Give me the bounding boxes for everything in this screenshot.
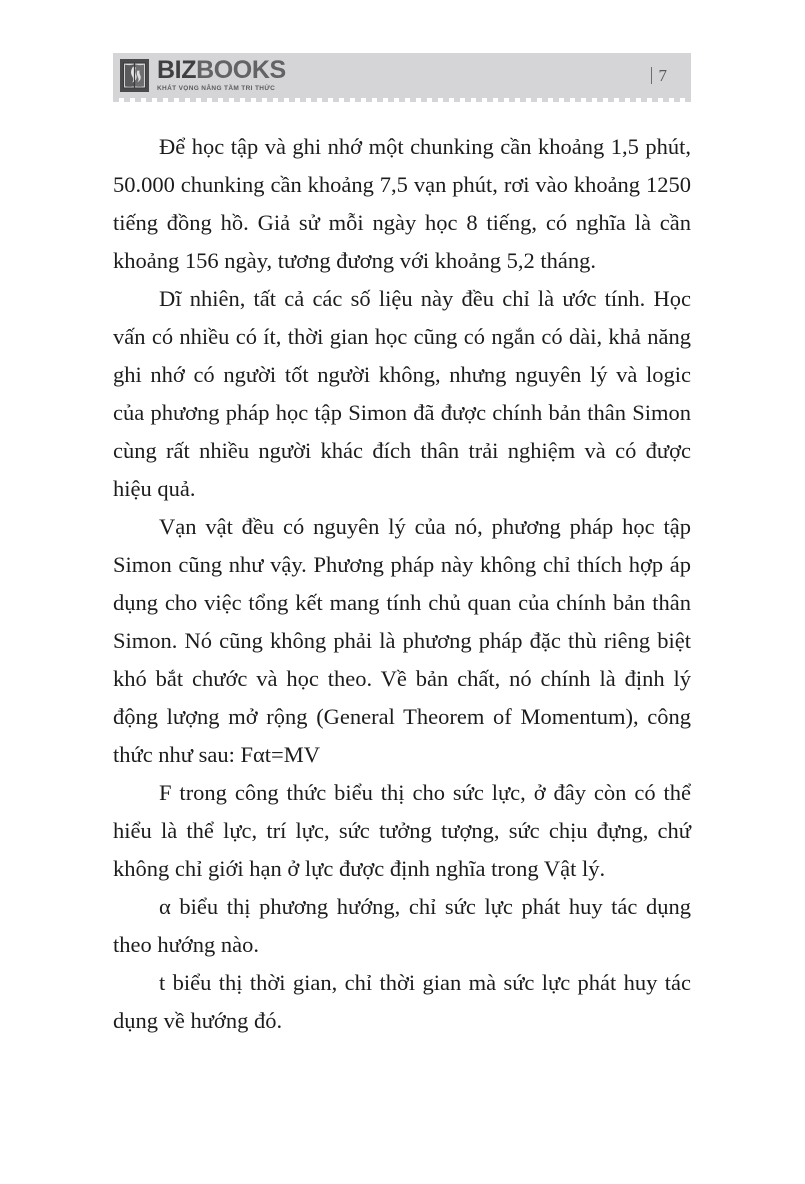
paragraph: Để học tập và ghi nhớ một chunking cần khoảng 1,5 phút, 50.000 chunking cần khoảng 7,5 vạn phút, rơi vào khoảng 1250 tiếng đồng hồ. Giả sử mỗi ngày học 8 tiếng, có nghĩa là cần khoảng 156 ngày, tương đương với khoảng 5,2 tháng. [113, 134, 691, 273]
page-body [113, 128, 691, 1040]
paragraph: Vạn vật đều có nguyên lý của nó, phương pháp học tập Simon cũng như vậy. Phương pháp này không chỉ thích hợp áp dụng cho việc tổng kết mang tính chủ quan của chính bản thân Simon. Nó cũng không phải là phương pháp đặc thù riêng biệt khó bắt chước và học theo. Về bản chất, nó chính là định lý động lượng mở rộng (General Theorem of Momentum), công thức như sau: Fαt=MV [113, 514, 691, 767]
page-number [651, 66, 692, 86]
paragraph: t biểu thị thời gian, chỉ thời gian mà sức lực phát huy tác dụng về hướng đó. [113, 970, 691, 1033]
paragraph: F trong công thức biểu thị cho sức lực, ở đây còn có thể hiểu là thể lực, trí lực, sức tưởng tượng, sức chịu đựng, chứ không chỉ giới hạn ở lực được định nghĩa trong Vật lý. [113, 780, 691, 881]
brand-tagline: KHÁT VỌNG NÂNG TẦM TRI THỨC [157, 85, 276, 93]
brand-logo [113, 58, 286, 93]
paragraph: α biểu thị phương hướng, chỉ sức lực phát huy tác dụng theo hướng nào. [113, 894, 691, 957]
page-number-value: 7 [658, 65, 667, 85]
brand-title-books: BOOKS [196, 56, 286, 85]
brand-title [157, 58, 286, 83]
bizbooks-logo-icon [120, 59, 149, 92]
brand-title-biz: BIZ [157, 56, 197, 85]
paragraph: Dĩ nhiên, tất cả các số liệu này đều chỉ là ước tính. Học vấn có nhiều có ít, thời gian học cũng có ngắn có dài, khả năng ghi nhớ có người tốt người không, nhưng nguyên lý và logic của phương pháp học tập Simon đã được chính bản thân Simon cùng rất nhiều người khác đích thân trải nghiệm và có được hiệu quả. [113, 286, 691, 501]
brand-text [157, 58, 286, 93]
page-header-band [113, 53, 691, 98]
folio-divider-icon [651, 67, 652, 84]
